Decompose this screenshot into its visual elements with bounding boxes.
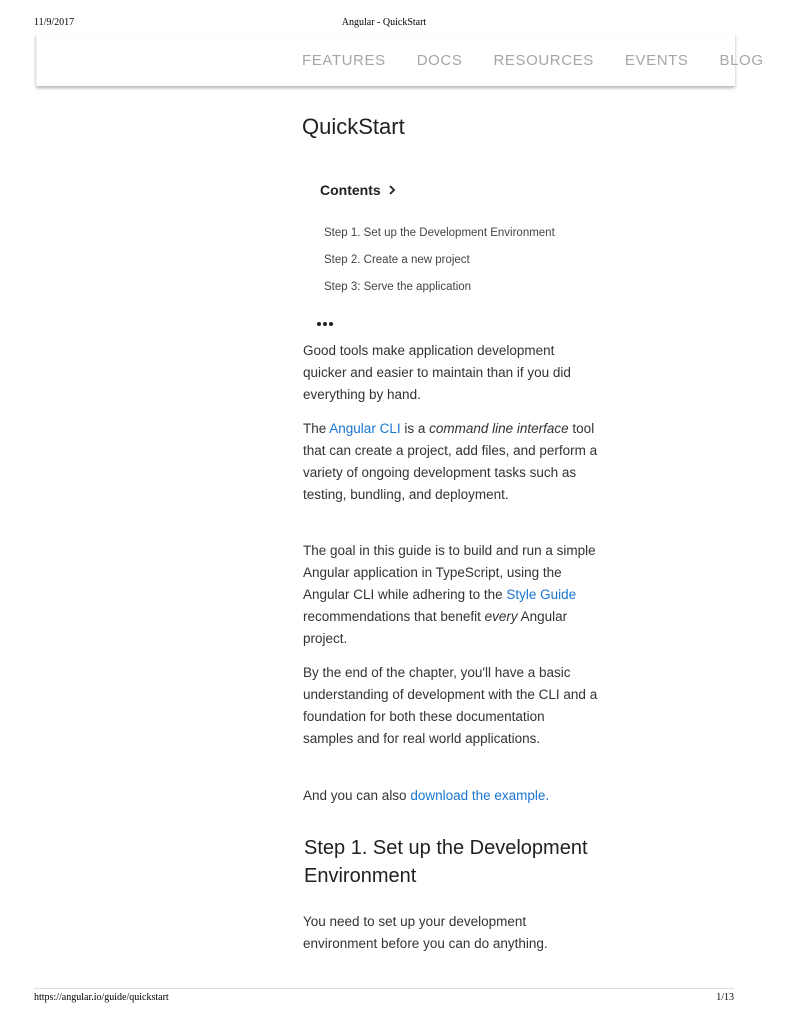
- toc-item-step-2[interactable]: Step 2. Create a new project: [324, 254, 470, 266]
- nav-item-resources[interactable]: RESOURCES: [493, 51, 594, 69]
- main-nav: [302, 34, 795, 86]
- step-1-heading: Step 1. Set up the Development Environment: [304, 837, 588, 887]
- style-guide-link[interactable]: Style Guide: [506, 587, 577, 602]
- toc-item-step-1[interactable]: Step 1. Set up the Development Environment: [324, 227, 555, 239]
- download-example-link[interactable]: download the example.: [410, 788, 550, 803]
- end-of-chapter-paragraph: By the end of the chapter, you'll have a basic understanding of development with the CLI and a foundation for both these documentation samples and for real world applications.: [303, 665, 598, 746]
- cli-text-1: The: [303, 421, 330, 436]
- cli-emphasis: command line interface: [429, 421, 569, 436]
- page-title: QuickStart: [302, 114, 405, 139]
- print-footer: [34, 992, 734, 1006]
- cli-paragraph: [303, 418, 598, 506]
- goal-paragraph: [303, 540, 598, 650]
- print-title: Angular - QuickStart: [341, 17, 427, 28]
- nav-item-blog[interactable]: BLOG: [719, 51, 764, 69]
- print-page-number: 1/13: [716, 992, 734, 1003]
- goal-emphasis: every: [484, 609, 518, 624]
- step-1-paragraph: You need to set up your development environment before you can do anything.: [303, 914, 548, 951]
- goal-text-1: The goal in this guide is to build and run a simple Angular application in TypeScript, using the Angular CLI while adhering to the: [303, 543, 596, 602]
- toc-list: [324, 225, 555, 306]
- nav-item-docs[interactable]: DOCS: [416, 51, 463, 69]
- goal-text-2: recommendations that benefit: [303, 609, 485, 624]
- angular-cli-link[interactable]: Angular CLI: [329, 421, 401, 436]
- intro-paragraph: Good tools make application development quicker and easier to maintain than if you did everything by hand.: [303, 343, 571, 402]
- nav-item-events[interactable]: EVENTS: [624, 51, 689, 69]
- cli-text-3: tool that can create a project, add files, and perform a variety of ongoing development tasks such as testing, bundling, and deployment.: [303, 421, 598, 502]
- toc-heading-label: Contents: [320, 182, 381, 198]
- goal-text-3: Angular project.: [303, 609, 568, 646]
- toc-toggle[interactable]: [320, 182, 397, 198]
- print-header: [34, 17, 734, 31]
- chevron-right-icon: [387, 183, 397, 197]
- download-paragraph: [303, 785, 598, 807]
- download-text: And you can also: [303, 788, 411, 803]
- print-date: 11/9/2017: [34, 17, 75, 28]
- print-url: https://angular.io/guide/quickstart: [34, 992, 169, 1003]
- footer-divider: [34, 988, 734, 989]
- more-horizontal-icon[interactable]: [316, 316, 336, 326]
- top-navigation-bar: [36, 34, 764, 86]
- cli-text-2: is a: [400, 421, 430, 436]
- nav-item-features[interactable]: FEATURES: [302, 51, 386, 69]
- toc-item-step-3[interactable]: Step 3: Serve the application: [324, 281, 472, 293]
